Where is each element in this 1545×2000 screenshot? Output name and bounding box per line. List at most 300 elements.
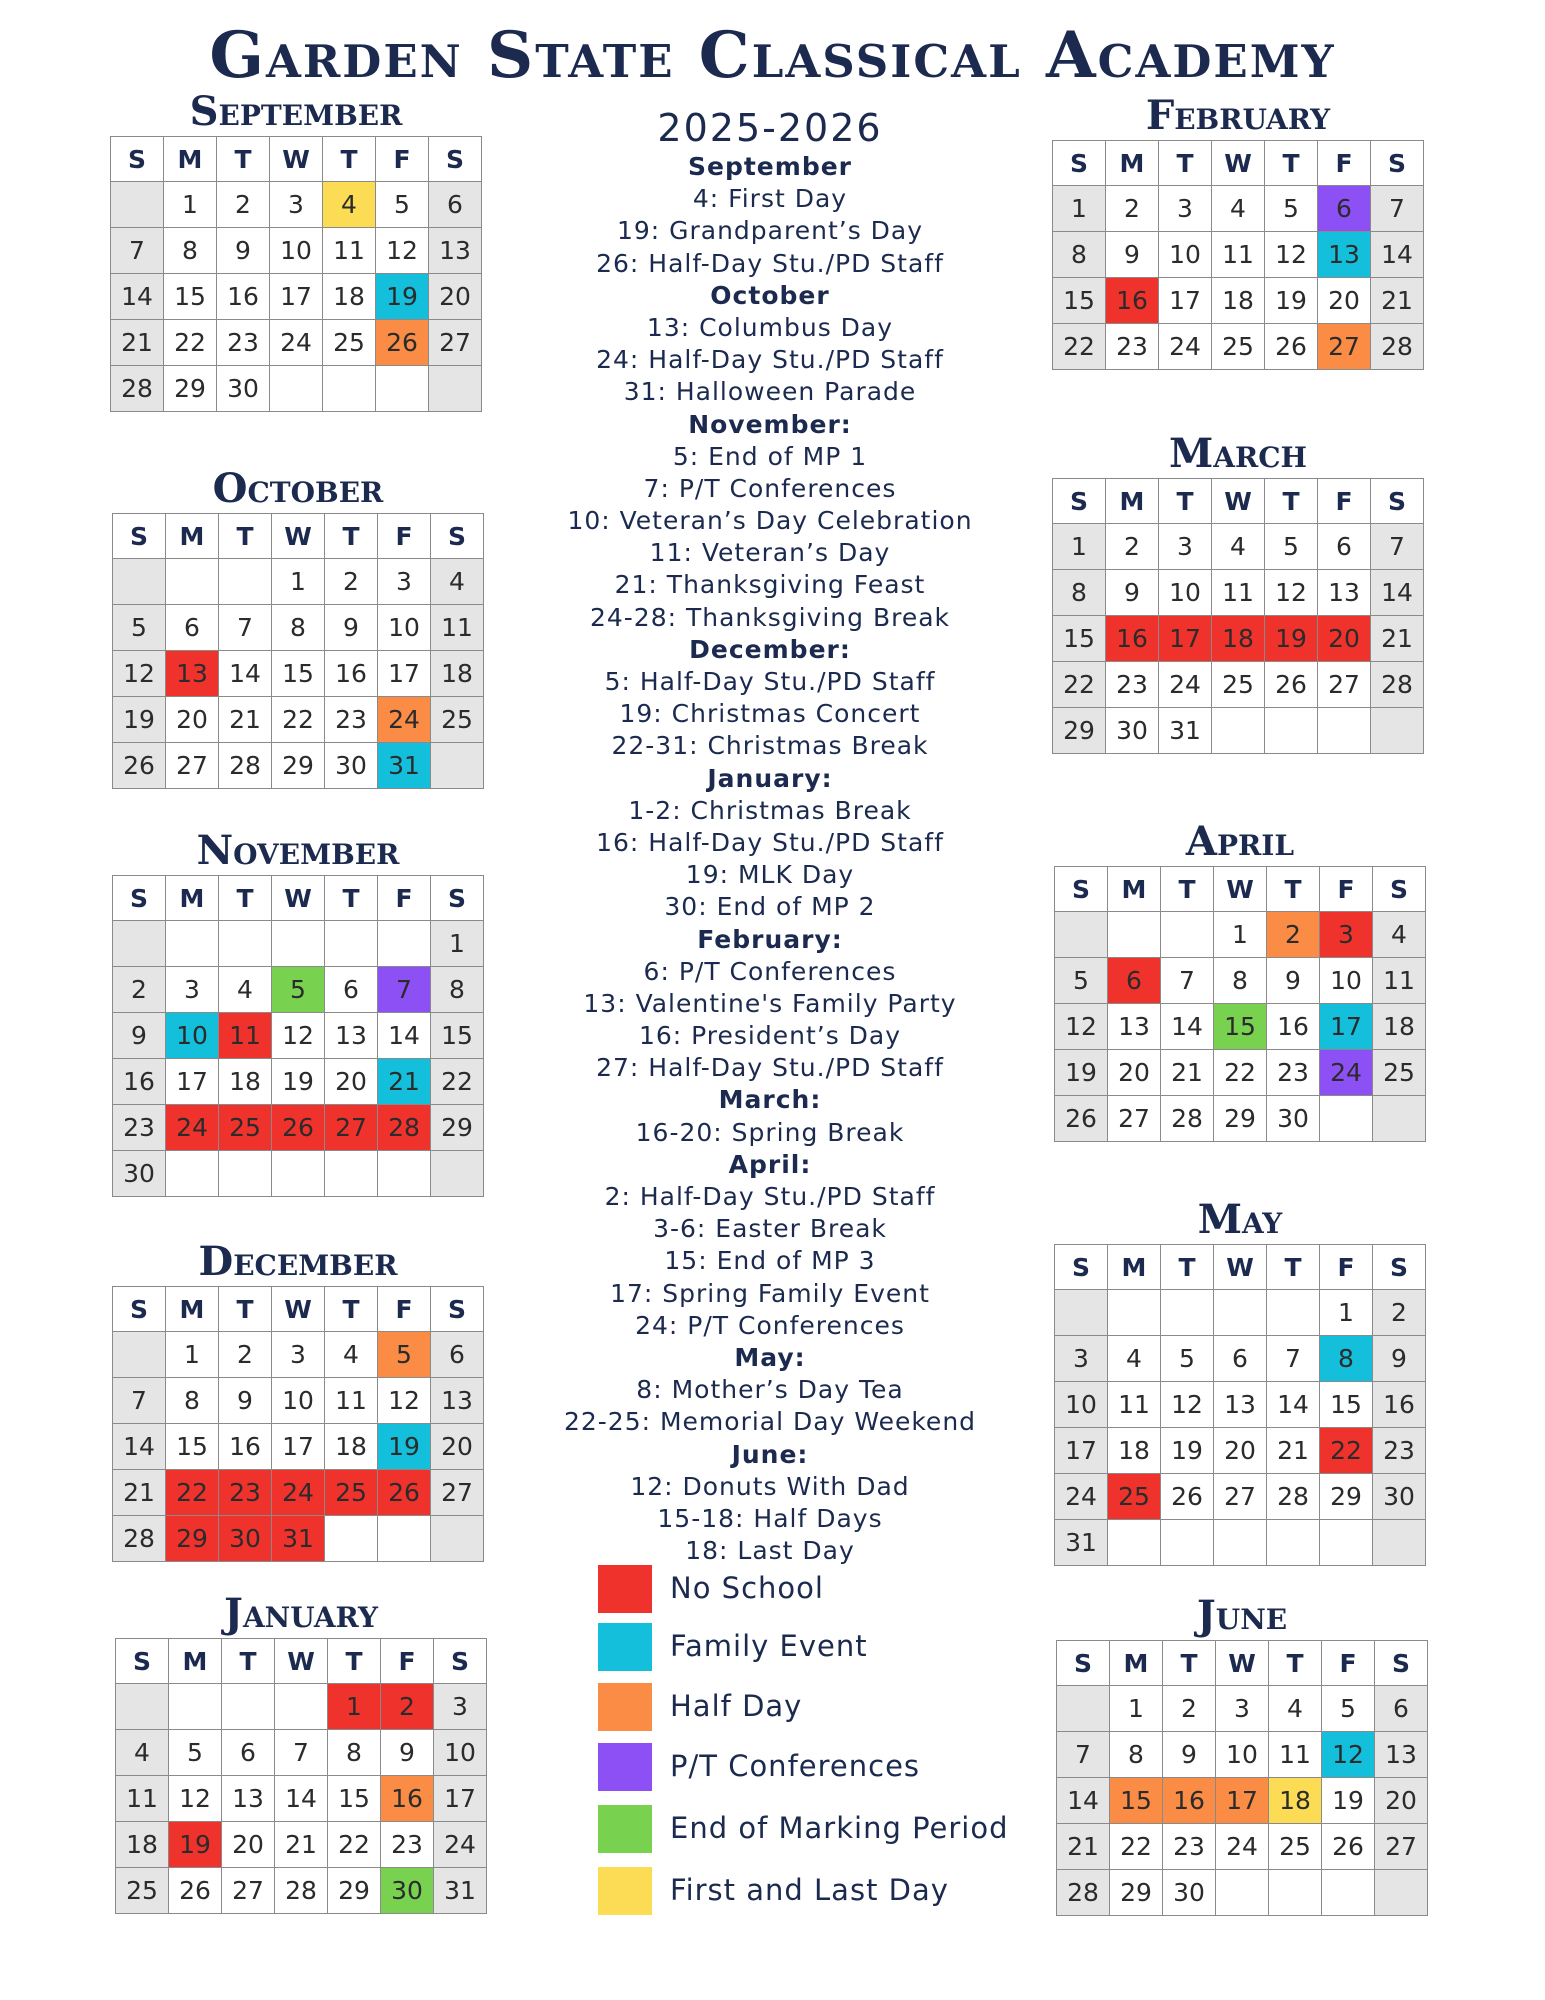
month-january: [115, 1590, 487, 1914]
day-cell: 27: [1375, 1824, 1428, 1870]
day-cell: 14: [1161, 1004, 1214, 1050]
event-item: 5: End of MP 1: [672, 441, 868, 471]
day-cell: 23: [1163, 1824, 1216, 1870]
day-cell: 11: [1108, 1382, 1161, 1428]
day-cell: 12: [272, 1013, 325, 1059]
day-cell: 17: [1216, 1778, 1269, 1824]
day-cell: 11: [1212, 232, 1265, 278]
event-item: 31: Halloween Parade: [623, 377, 917, 407]
day-cell: 14: [1057, 1778, 1110, 1824]
day-cell: 22: [1320, 1428, 1373, 1474]
event-item: 22-25: Memorial Day Weekend: [563, 1407, 977, 1437]
event-item: 24: Half-Day Stu./PD Staff: [596, 345, 944, 375]
event-item: 7: P/T Conferences: [643, 473, 897, 503]
empty-cell: [1108, 1520, 1161, 1566]
empty-cell: [1318, 708, 1371, 754]
weekday-header: S: [1375, 1641, 1428, 1686]
day-cell: 24: [272, 1470, 325, 1516]
day-cell: 7: [275, 1730, 328, 1776]
calendar-grid: [1056, 1640, 1428, 1916]
weekday-header: S: [431, 1287, 484, 1332]
day-cell: 3: [1216, 1686, 1269, 1732]
day-cell: 1: [431, 921, 484, 967]
month-name: March: [1168, 430, 1307, 477]
day-cell: 20: [1318, 616, 1371, 662]
event-lines: [520, 151, 1020, 1567]
empty-cell: [325, 921, 378, 967]
weekday-header: S: [1373, 867, 1426, 912]
day-cell: 14: [1267, 1382, 1320, 1428]
day-cell: 6: [325, 967, 378, 1013]
day-cell: 5: [1265, 186, 1318, 232]
month-name: December: [198, 1238, 398, 1285]
day-cell: 16: [325, 651, 378, 697]
day-cell: 28: [1371, 662, 1424, 708]
day-cell: 19: [378, 1424, 431, 1470]
day-cell: 3: [272, 1332, 325, 1378]
day-cell: 9: [219, 1378, 272, 1424]
day-cell: 29: [164, 366, 217, 412]
weekday-header: M: [1106, 479, 1159, 524]
day-cell: 5: [1265, 524, 1318, 570]
day-cell: 4: [1212, 186, 1265, 232]
empty-cell: [1320, 1096, 1373, 1142]
weekday-header: S: [434, 1639, 487, 1684]
event-item: 11: Veteran’s Day: [649, 538, 891, 568]
weekday-header: T: [325, 514, 378, 559]
weekday-header: T: [1265, 141, 1318, 186]
day-cell: 18: [325, 1424, 378, 1470]
empty-cell: [1322, 1870, 1375, 1916]
day-cell: 17: [1159, 278, 1212, 324]
weekday-header: F: [378, 876, 431, 921]
month-december: [112, 1238, 484, 1562]
day-cell: 17: [1159, 616, 1212, 662]
day-cell: 6: [222, 1730, 275, 1776]
day-cell: 6: [1375, 1686, 1428, 1732]
calendar-grid: [112, 875, 484, 1197]
day-cell: 13: [222, 1776, 275, 1822]
day-cell: 9: [1163, 1732, 1216, 1778]
day-cell: 31: [1159, 708, 1212, 754]
weekday-header: S: [113, 876, 166, 921]
day-cell: 2: [217, 182, 270, 228]
day-cell: 12: [1055, 1004, 1108, 1050]
empty-cell: [325, 1516, 378, 1562]
empty-cell: [270, 366, 323, 412]
day-cell: 15: [1053, 616, 1106, 662]
event-item: 17: Spring Family Event: [610, 1278, 930, 1308]
weekday-header: S: [1053, 141, 1106, 186]
day-cell: 14: [1371, 232, 1424, 278]
day-cell: 24: [1216, 1824, 1269, 1870]
day-cell: 23: [113, 1105, 166, 1151]
day-cell: 19: [1265, 278, 1318, 324]
day-cell: 2: [1106, 186, 1159, 232]
day-cell: 25: [1373, 1050, 1426, 1096]
event-month-heading: December:: [689, 634, 851, 664]
weekday-header: T: [219, 1287, 272, 1332]
calendar-grid: [1054, 1244, 1426, 1566]
event-item: 2: Half-Day Stu./PD Staff: [604, 1182, 936, 1211]
weekday-header: W: [275, 1639, 328, 1684]
day-cell: 28: [219, 743, 272, 789]
day-cell: 18: [116, 1822, 169, 1868]
day-cell: 4: [116, 1730, 169, 1776]
day-cell: 22: [1214, 1050, 1267, 1096]
day-cell: 20: [325, 1059, 378, 1105]
day-cell: 8: [1320, 1336, 1373, 1382]
day-cell: 29: [1110, 1870, 1163, 1916]
weekday-header: T: [217, 137, 270, 182]
day-cell: 15: [166, 1424, 219, 1470]
day-cell: 10: [1055, 1382, 1108, 1428]
weekday-header: W: [1216, 1641, 1269, 1686]
weekday-header: M: [1108, 867, 1161, 912]
day-cell: 10: [1159, 232, 1212, 278]
event-item: 8: Mother’s Day Tea: [636, 1375, 904, 1405]
day-cell: 17: [270, 274, 323, 320]
day-cell: 20: [1375, 1778, 1428, 1824]
event-month-heading: April:: [728, 1149, 812, 1179]
day-cell: 18: [431, 651, 484, 697]
day-cell: 17: [434, 1776, 487, 1822]
day-cell: 15: [1053, 278, 1106, 324]
day-cell: 14: [219, 651, 272, 697]
day-cell: 18: [1212, 616, 1265, 662]
legend-label: P/T Conferences: [670, 1749, 921, 1783]
day-cell: 12: [1265, 570, 1318, 616]
day-cell: 4: [1108, 1336, 1161, 1382]
event-month-heading: November:: [688, 409, 852, 439]
day-cell: 2: [1106, 524, 1159, 570]
weekday-header: M: [1106, 141, 1159, 186]
day-cell: 28: [1057, 1870, 1110, 1916]
day-cell: 12: [1265, 232, 1318, 278]
event-month-heading: June:: [731, 1439, 809, 1469]
day-cell: 4: [323, 182, 376, 228]
event-item: 24: P/T Conferences: [635, 1310, 905, 1340]
empty-cell: [1055, 912, 1108, 958]
empty-cell: [1265, 708, 1318, 754]
day-cell: 8: [431, 967, 484, 1013]
weekday-header: T: [1269, 1641, 1322, 1686]
day-cell: 2: [1163, 1686, 1216, 1732]
day-cell: 11: [116, 1776, 169, 1822]
event-item: 6: P/T Conferences: [643, 956, 897, 986]
weekday-header: W: [1214, 867, 1267, 912]
day-cell: 26: [1055, 1096, 1108, 1142]
day-cell: 15: [164, 274, 217, 320]
day-cell: 13: [166, 651, 219, 697]
empty-cell: [1057, 1686, 1110, 1732]
day-cell: 22: [328, 1822, 381, 1868]
day-cell: 4: [219, 967, 272, 1013]
weekday-header: F: [1322, 1641, 1375, 1686]
event-month-heading: May:: [734, 1342, 806, 1372]
day-cell: 22: [164, 320, 217, 366]
legend-label: First and Last Day: [670, 1873, 949, 1907]
legend-label: Half Day: [670, 1689, 803, 1723]
weekday-header: T: [1267, 867, 1320, 912]
day-cell: 21: [219, 697, 272, 743]
day-cell: 30: [113, 1151, 166, 1197]
day-cell: 12: [1161, 1382, 1214, 1428]
empty-cell: [376, 366, 429, 412]
day-cell: 22: [431, 1059, 484, 1105]
day-cell: 19: [169, 1822, 222, 1868]
day-cell: 8: [328, 1730, 381, 1776]
day-cell: 10: [378, 605, 431, 651]
events-list: [520, 105, 1020, 1567]
empty-cell: [323, 366, 376, 412]
day-cell: 30: [381, 1868, 434, 1914]
day-cell: 23: [1106, 662, 1159, 708]
day-cell: 1: [1053, 524, 1106, 570]
day-cell: 4: [325, 1332, 378, 1378]
day-cell: 20: [429, 274, 482, 320]
event-month-heading: September: [688, 152, 852, 181]
day-cell: 15: [431, 1013, 484, 1059]
event-month-heading: February:: [697, 924, 843, 954]
day-cell: 20: [1108, 1050, 1161, 1096]
weekday-header: S: [429, 137, 482, 182]
day-cell: 21: [113, 1470, 166, 1516]
day-cell: 11: [323, 228, 376, 274]
day-cell: 16: [219, 1424, 272, 1470]
empty-cell: [1055, 1290, 1108, 1336]
day-cell: 22: [1053, 662, 1106, 708]
day-cell: 8: [166, 1378, 219, 1424]
day-cell: 23: [217, 320, 270, 366]
weekday-header: M: [164, 137, 217, 182]
month-may: [1054, 1196, 1426, 1566]
day-cell: 7: [1161, 958, 1214, 1004]
weekday-header: S: [1373, 1245, 1426, 1290]
day-cell: 5: [272, 967, 325, 1013]
day-cell: 26: [1265, 324, 1318, 370]
empty-cell: [1267, 1520, 1320, 1566]
empty-cell: [1320, 1520, 1373, 1566]
month-september: [110, 88, 482, 412]
day-cell: 9: [113, 1013, 166, 1059]
day-cell: 5: [113, 605, 166, 651]
day-cell: 31: [378, 743, 431, 789]
empty-cell: [1373, 1520, 1426, 1566]
event-item: 16-20: Spring Break: [635, 1117, 905, 1147]
day-cell: 10: [1216, 1732, 1269, 1778]
day-cell: 23: [325, 697, 378, 743]
empty-cell: [431, 1151, 484, 1197]
empty-cell: [1269, 1870, 1322, 1916]
empty-cell: [1214, 1290, 1267, 1336]
day-cell: 31: [1055, 1520, 1108, 1566]
day-cell: 29: [1214, 1096, 1267, 1142]
empty-cell: [113, 1332, 166, 1378]
day-cell: 6: [431, 1332, 484, 1378]
day-cell: 24: [378, 697, 431, 743]
event-item: 24-28: Thanksgiving Break: [589, 602, 951, 632]
day-cell: 29: [1320, 1474, 1373, 1520]
empty-cell: [325, 1151, 378, 1197]
day-cell: 25: [1212, 662, 1265, 708]
empty-cell: [222, 1684, 275, 1730]
day-cell: 26: [1161, 1474, 1214, 1520]
school-year: 2025-2026: [657, 106, 883, 150]
day-cell: 25: [116, 1868, 169, 1914]
empty-cell: [219, 921, 272, 967]
calendar-grid: [1054, 866, 1426, 1142]
calendar-grid: [112, 1286, 484, 1562]
day-cell: 27: [1214, 1474, 1267, 1520]
day-cell: 24: [434, 1822, 487, 1868]
empty-cell: [1108, 1290, 1161, 1336]
day-cell: 9: [1106, 232, 1159, 278]
day-cell: 6: [1108, 958, 1161, 1004]
day-cell: 25: [323, 320, 376, 366]
weekday-header: M: [166, 514, 219, 559]
weekday-header: T: [325, 1287, 378, 1332]
legend-item: [598, 1743, 1018, 1797]
day-cell: 16: [381, 1776, 434, 1822]
weekday-header: W: [270, 137, 323, 182]
day-cell: 11: [325, 1378, 378, 1424]
day-cell: 6: [1318, 524, 1371, 570]
event-item: 19: MLK Day: [685, 860, 855, 890]
month-april: [1054, 818, 1426, 1142]
day-cell: 13: [1108, 1004, 1161, 1050]
day-cell: 4: [1269, 1686, 1322, 1732]
day-cell: 6: [1318, 186, 1371, 232]
event-item: 16: President’s Day: [638, 1021, 902, 1051]
event-item: 30: End of MP 2: [664, 892, 876, 922]
weekday-header: F: [376, 137, 429, 182]
day-cell: 1: [272, 559, 325, 605]
day-cell: 28: [113, 1516, 166, 1562]
day-cell: 6: [429, 182, 482, 228]
day-cell: 17: [166, 1059, 219, 1105]
day-cell: 29: [1053, 708, 1106, 754]
day-cell: 3: [1159, 186, 1212, 232]
day-cell: 25: [219, 1105, 272, 1151]
legend-swatch: [598, 1805, 652, 1853]
day-cell: 12: [378, 1378, 431, 1424]
day-cell: 18: [1373, 1004, 1426, 1050]
legend-swatch: [598, 1565, 652, 1613]
month-march: [1052, 430, 1424, 754]
day-cell: 24: [1159, 324, 1212, 370]
day-cell: 21: [1057, 1824, 1110, 1870]
day-cell: 10: [434, 1730, 487, 1776]
day-cell: 1: [166, 1332, 219, 1378]
event-item: 15: End of MP 3: [664, 1246, 876, 1276]
month-november: [112, 827, 484, 1197]
weekday-header: M: [166, 876, 219, 921]
day-cell: 9: [381, 1730, 434, 1776]
empty-cell: [116, 1684, 169, 1730]
day-cell: 18: [219, 1059, 272, 1105]
weekday-header: T: [222, 1639, 275, 1684]
day-cell: 12: [113, 651, 166, 697]
day-cell: 8: [272, 605, 325, 651]
day-cell: 1: [1214, 912, 1267, 958]
day-cell: 29: [166, 1516, 219, 1562]
weekday-header: S: [113, 514, 166, 559]
day-cell: 9: [1373, 1336, 1426, 1382]
weekday-header: W: [272, 876, 325, 921]
empty-cell: [1161, 1520, 1214, 1566]
weekday-header: W: [1212, 141, 1265, 186]
day-cell: 10: [166, 1013, 219, 1059]
weekday-header: S: [1053, 479, 1106, 524]
day-cell: 13: [1318, 232, 1371, 278]
weekday-header: T: [219, 876, 272, 921]
day-cell: 8: [1053, 232, 1106, 278]
event-item: 15-18: Half Days: [657, 1503, 883, 1533]
day-cell: 17: [1320, 1004, 1373, 1050]
day-cell: 13: [429, 228, 482, 274]
event-item: 4: First Day: [692, 184, 848, 214]
day-cell: 28: [1161, 1096, 1214, 1142]
day-cell: 30: [219, 1516, 272, 1562]
empty-cell: [1212, 708, 1265, 754]
day-cell: 3: [378, 559, 431, 605]
weekday-header: S: [1055, 1245, 1108, 1290]
day-cell: 19: [1055, 1050, 1108, 1096]
day-cell: 10: [1320, 958, 1373, 1004]
empty-cell: [111, 182, 164, 228]
day-cell: 4: [1373, 912, 1426, 958]
day-cell: 9: [1106, 570, 1159, 616]
weekday-header: T: [323, 137, 376, 182]
event-item: 19: Christmas Concert: [619, 699, 921, 729]
day-cell: 1: [1320, 1290, 1373, 1336]
legend-swatch: [598, 1743, 652, 1791]
day-cell: 26: [272, 1105, 325, 1151]
calendar-grid: [110, 136, 482, 412]
weekday-header: F: [378, 514, 431, 559]
day-cell: 12: [169, 1776, 222, 1822]
weekday-header: S: [1055, 867, 1108, 912]
day-cell: 10: [270, 228, 323, 274]
day-cell: 14: [111, 274, 164, 320]
empty-cell: [431, 1516, 484, 1562]
empty-cell: [272, 1151, 325, 1197]
day-cell: 1: [164, 182, 217, 228]
day-cell: 23: [1373, 1428, 1426, 1474]
weekday-header: S: [1057, 1641, 1110, 1686]
day-cell: 18: [1269, 1778, 1322, 1824]
weekday-header: T: [219, 514, 272, 559]
calendar-grid: [115, 1638, 487, 1914]
day-cell: 12: [376, 228, 429, 274]
event-item: 27: Half-Day Stu./PD Staff: [596, 1053, 944, 1083]
weekday-header: M: [1110, 1641, 1163, 1686]
day-cell: 3: [270, 182, 323, 228]
event-item: 16: Half-Day Stu./PD Staff: [596, 827, 944, 857]
empty-cell: [378, 921, 431, 967]
day-cell: 30: [1163, 1870, 1216, 1916]
event-item: 3-6: Easter Break: [653, 1214, 887, 1244]
event-item: 19: Grandparent’s Day: [616, 216, 924, 246]
day-cell: 27: [1318, 662, 1371, 708]
event-item: 26: Half-Day Stu./PD Staff: [596, 248, 944, 278]
day-cell: 20: [166, 697, 219, 743]
day-cell: 20: [431, 1424, 484, 1470]
day-cell: 16: [113, 1059, 166, 1105]
month-name: April: [1185, 818, 1295, 865]
day-cell: 15: [1110, 1778, 1163, 1824]
